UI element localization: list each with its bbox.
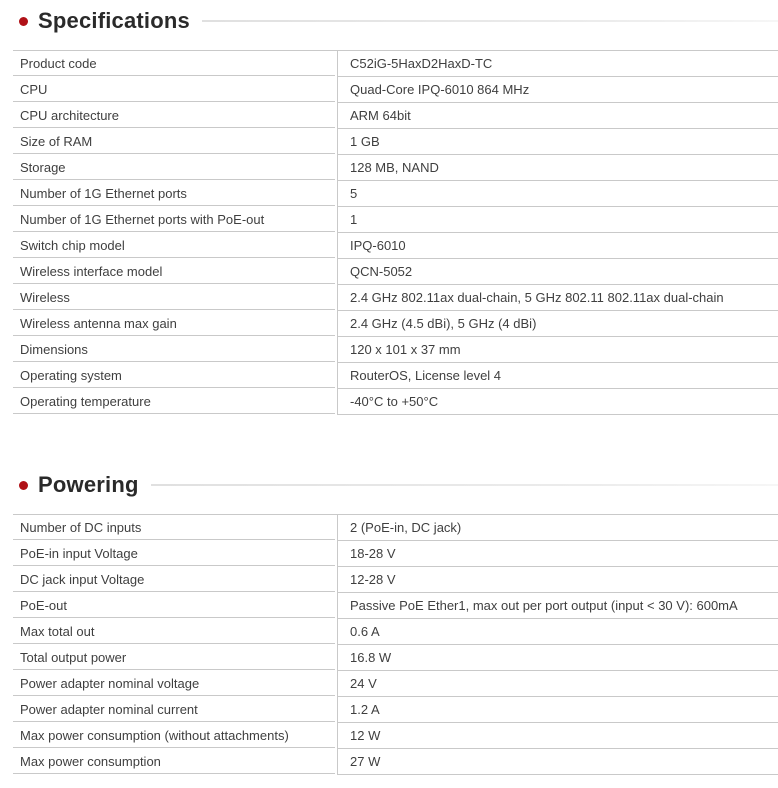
spec-value: 2 (PoE-in, DC jack) xyxy=(337,515,778,541)
table-row xyxy=(13,129,778,155)
spec-label: Dimensions xyxy=(13,337,335,362)
table-row xyxy=(13,645,778,671)
spec-value: Passive PoE Ether1, max out per port output (input < 30 V): 600mA xyxy=(337,593,778,619)
spec-label: Switch chip model xyxy=(13,233,335,258)
spec-label: Number of DC inputs xyxy=(13,515,335,540)
spec-label: PoE-in input Voltage xyxy=(13,541,335,566)
table-row xyxy=(13,671,778,697)
spec-label: CPU architecture xyxy=(13,103,335,128)
spec-label: DC jack input Voltage xyxy=(13,567,335,592)
spec-label: CPU xyxy=(13,77,335,102)
spec-section xyxy=(13,6,778,415)
spec-value: 12-28 V xyxy=(337,567,778,593)
spec-section xyxy=(13,470,778,775)
spec-value: 27 W xyxy=(337,749,778,775)
table-row xyxy=(13,619,778,645)
spec-label: Number of 1G Ethernet ports with PoE-out xyxy=(13,207,335,232)
table-row xyxy=(13,749,778,775)
section-title: Specifications xyxy=(38,8,190,33)
table-row xyxy=(13,337,778,363)
spec-label: Size of RAM xyxy=(13,129,335,154)
table-row xyxy=(13,515,778,541)
spec-label: Power adapter nominal current xyxy=(13,697,335,722)
header-rule xyxy=(202,20,778,22)
table-row xyxy=(13,541,778,567)
spec-label: Product code xyxy=(13,51,335,76)
spec-label: PoE-out xyxy=(13,593,335,618)
spec-label: Wireless antenna max gain xyxy=(13,311,335,336)
table-row xyxy=(13,259,778,285)
red-bullet-icon xyxy=(19,17,28,26)
spec-table xyxy=(13,50,778,415)
table-row xyxy=(13,723,778,749)
spec-value: 18-28 V xyxy=(337,541,778,567)
spec-value: 120 x 101 x 37 mm xyxy=(337,337,778,363)
section-header xyxy=(13,6,778,36)
header-rule xyxy=(151,484,778,486)
spec-value: 12 W xyxy=(337,723,778,749)
red-bullet-icon xyxy=(19,481,28,490)
spec-label: Max total out xyxy=(13,619,335,644)
table-row xyxy=(13,77,778,103)
spec-value: 1.2 A xyxy=(337,697,778,723)
spec-value: 2.4 GHz (4.5 dBi), 5 GHz (4 dBi) xyxy=(337,311,778,337)
spec-value: 5 xyxy=(337,181,778,207)
product-specs-page xyxy=(0,6,778,775)
table-row xyxy=(13,285,778,311)
spec-value: 16.8 W xyxy=(337,645,778,671)
spec-table xyxy=(13,514,778,775)
spec-value: Quad-Core IPQ-6010 864 MHz xyxy=(337,77,778,103)
table-row xyxy=(13,389,778,415)
table-row xyxy=(13,567,778,593)
table-row xyxy=(13,155,778,181)
spec-label: Max power consumption (without attachments) xyxy=(13,723,335,748)
spec-value: 24 V xyxy=(337,671,778,697)
spec-value: 128 MB, NAND xyxy=(337,155,778,181)
section-title: Powering xyxy=(38,472,139,497)
spec-value: QCN-5052 xyxy=(337,259,778,285)
spec-value: -40°C to +50°C xyxy=(337,389,778,415)
spec-label: Total output power xyxy=(13,645,335,670)
spec-value: ARM 64bit xyxy=(337,103,778,129)
table-row xyxy=(13,233,778,259)
spec-value: 2.4 GHz 802.11ax dual-chain, 5 GHz 802.11 802.11ax dual-chain xyxy=(337,285,778,311)
spec-value: IPQ-6010 xyxy=(337,233,778,259)
spec-label: Storage xyxy=(13,155,335,180)
spec-label: Wireless xyxy=(13,285,335,310)
section-header xyxy=(13,470,778,500)
table-row xyxy=(13,207,778,233)
table-row xyxy=(13,51,778,77)
spec-value: 1 xyxy=(337,207,778,233)
spec-label: Max power consumption xyxy=(13,749,335,774)
spec-value: 1 GB xyxy=(337,129,778,155)
spec-label: Wireless interface model xyxy=(13,259,335,284)
spec-label: Operating temperature xyxy=(13,389,335,414)
table-row xyxy=(13,103,778,129)
spec-value: C52iG-5HaxD2HaxD-TC xyxy=(337,51,778,77)
spec-value: 0.6 A xyxy=(337,619,778,645)
table-row xyxy=(13,593,778,619)
table-row xyxy=(13,697,778,723)
spec-label: Number of 1G Ethernet ports xyxy=(13,181,335,206)
spec-value: RouterOS, License level 4 xyxy=(337,363,778,389)
spec-label: Operating system xyxy=(13,363,335,388)
table-row xyxy=(13,181,778,207)
spec-label: Power adapter nominal voltage xyxy=(13,671,335,696)
table-row xyxy=(13,363,778,389)
table-row xyxy=(13,311,778,337)
